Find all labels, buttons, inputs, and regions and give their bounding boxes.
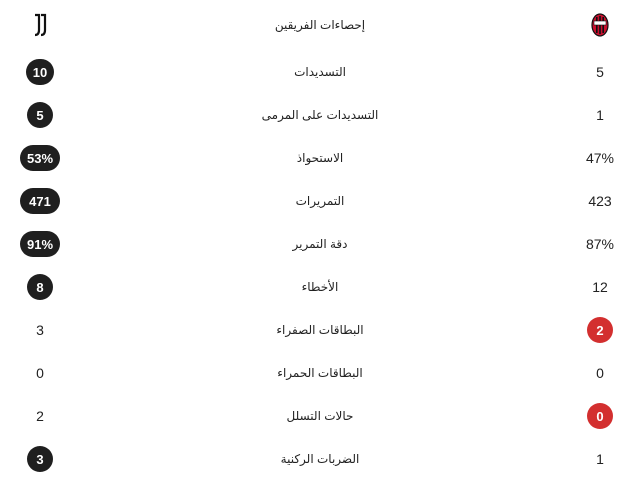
away-stat-highlight: 0 [587, 403, 613, 429]
stat-label: التمريرات [295, 194, 345, 208]
away-stat-value: 1 [596, 451, 604, 467]
stat-row-fouls [0, 267, 640, 307]
away-team-cell [560, 5, 640, 45]
stat-row-yellow-cards [0, 310, 640, 350]
ac-milan-logo-icon[interactable] [588, 11, 612, 39]
away-stat-value: 5 [596, 64, 604, 80]
stats-title: إحصاءات الفريقين [274, 18, 366, 32]
stat-label: التسديدات [294, 65, 346, 79]
juventus-logo-icon[interactable] [28, 11, 52, 39]
home-stat-value: 2 [36, 408, 44, 424]
home-stat-value: 0 [36, 365, 44, 381]
stat-row-shots-on-target [0, 95, 640, 135]
away-stat-value: 1 [596, 107, 604, 123]
stat-label: الأخطاء [301, 280, 339, 294]
stat-row-passes [0, 181, 640, 221]
home-stat-highlight: 471 [20, 188, 60, 214]
away-stat-value: 0 [596, 365, 604, 381]
away-stat-value: 12 [592, 279, 608, 295]
stat-label: دقة التمرير [292, 237, 348, 251]
stat-row-offsides [0, 396, 640, 436]
home-stat-highlight: 91% [20, 231, 60, 257]
home-team-cell [0, 5, 80, 45]
home-stat-highlight: 5 [27, 102, 53, 128]
away-stat-value: 87% [585, 236, 615, 252]
stat-label: الاستحواذ [296, 151, 344, 165]
stat-row-red-cards [0, 353, 640, 393]
stat-row-pass-accuracy [0, 224, 640, 264]
stat-label: البطاقات الحمراء [277, 366, 363, 380]
away-stat-value: 423 [588, 193, 612, 209]
away-stat-highlight: 2 [587, 317, 613, 343]
home-stat-highlight: 10 [26, 59, 54, 85]
home-stat-highlight: 53% [20, 145, 60, 171]
stat-label: الضربات الركنية [280, 452, 360, 466]
stat-label: حالات التسلل [286, 409, 354, 423]
stat-row-possession [0, 138, 640, 178]
stat-label: البطاقات الصفراء [276, 323, 364, 337]
home-stat-highlight: 8 [27, 274, 53, 300]
away-stat-value: 47% [585, 150, 615, 166]
stat-row-corners [0, 439, 640, 479]
home-stat-value: 3 [36, 322, 44, 338]
stat-label: التسديدات على المرمى [261, 108, 379, 122]
home-stat-highlight: 3 [27, 446, 53, 472]
stats-header-row [0, 5, 640, 45]
stat-row-shots [0, 52, 640, 92]
